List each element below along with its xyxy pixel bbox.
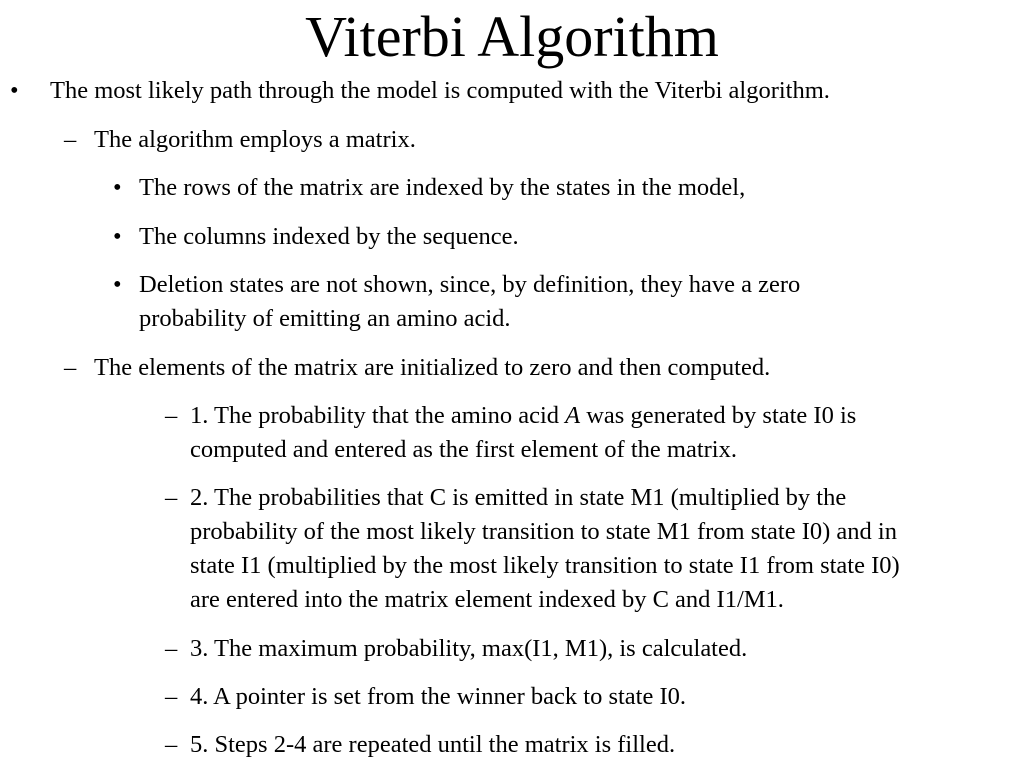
step-line: probability of the most likely transition to state M1 from state I0) and in xyxy=(190,518,897,545)
step-line xyxy=(190,399,856,433)
dash-marker: – xyxy=(64,126,77,153)
subitem-line: The algorithm employs a matrix. xyxy=(94,126,416,153)
step-text xyxy=(190,399,856,467)
step-line: 2. The probabilities that C is emitted in state M1 (multiplied by the xyxy=(190,484,847,511)
subitem-text xyxy=(94,351,770,385)
dash-marker: – xyxy=(165,484,178,511)
sub-bullet-line: The columns indexed by the sequence. xyxy=(139,223,519,250)
sub-bullet-text xyxy=(139,171,745,205)
dash-marker: – xyxy=(165,683,178,710)
step-text xyxy=(190,680,686,714)
subitem-text xyxy=(94,123,416,157)
step-text xyxy=(190,481,900,617)
step-text-segment: was generated by state I0 is xyxy=(580,402,857,429)
step-line: computed and entered as the first element of the matrix. xyxy=(190,436,737,463)
bullet-marker: • xyxy=(113,174,122,201)
step-line: state I1 (multiplied by the most likely transition to state I1 from state I0) xyxy=(190,552,900,579)
step-text xyxy=(190,728,675,762)
step-line: 5. Steps 2-4 are repeated until the matrix is filled. xyxy=(190,731,676,758)
step-line: 3. The maximum probability, max(I1, M1), is calculated. xyxy=(190,635,748,662)
amino-acid-symbol: A xyxy=(565,402,581,429)
bullet-marker: • xyxy=(113,271,122,298)
bullet-marker: • xyxy=(10,77,19,104)
sub-bullet-line: Deletion states are not shown, since, by definition, they have a zero xyxy=(139,271,801,298)
dash-marker: – xyxy=(165,731,178,758)
sub-bullet-text xyxy=(139,268,800,336)
dash-marker: – xyxy=(165,635,178,662)
step-text xyxy=(190,632,747,666)
dash-marker: – xyxy=(165,402,178,429)
slide-title: Viterbi Algorithm xyxy=(305,4,719,69)
step-line: are entered into the matrix element indexed by C and I1/M1. xyxy=(190,586,784,613)
subitem-line: The elements of the matrix are initialized to zero and then computed. xyxy=(94,354,771,381)
bullet-line: The most likely path through the model is computed with the Viterbi algorithm. xyxy=(50,77,830,104)
dash-marker: – xyxy=(64,354,77,381)
sub-bullet-line: probability of emitting an amino acid. xyxy=(139,305,511,332)
step-line: 4. A pointer is set from the winner back to state I0. xyxy=(190,683,687,710)
bullet-text xyxy=(50,74,830,108)
sub-bullet-text xyxy=(139,220,519,254)
step-text-segment: 1. The probability that the amino acid xyxy=(190,402,566,429)
sub-bullet-line: The rows of the matrix are indexed by the states in the model, xyxy=(139,174,746,201)
bullet-marker: • xyxy=(113,223,122,250)
